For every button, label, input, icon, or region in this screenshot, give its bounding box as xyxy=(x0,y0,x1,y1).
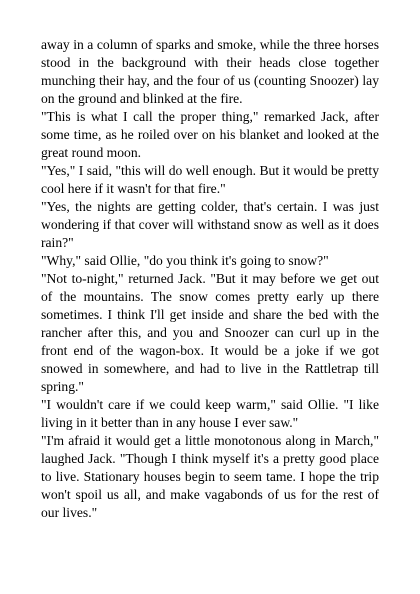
page-text xyxy=(41,36,379,522)
paragraph-7: "I wouldn't care if we could keep warm," said Ollie. "I like living in it better than in any house I ever saw." xyxy=(41,397,379,430)
paragraph-6: "Not to-night," returned Jack. "But it may before we get out of the mountains. The snow comes pretty early up there sometimes. I think I'll get inside and share the bed with the rancher after this, and you and Snoozer can curl up in the front end of the wagon-box. It would be a joke if we got snowed in somewhere, and had to live in the Rattletrap till spring." xyxy=(41,271,379,394)
paragraph-4: "Yes, the nights are getting colder, that's certain. I was just wondering if that cover will withstand snow as well as it does rain?" xyxy=(41,199,379,250)
paragraph-1: away in a column of sparks and smoke, while the three horses stood in the background with their heads close together munching their hay, and the four of us (counting Snoozer) lay on the ground and blinked at the fire. xyxy=(41,37,379,106)
paragraph-2: "This is what I call the proper thing," remarked Jack, after some time, as he roiled over on his blanket and looked at the great round moon. xyxy=(41,109,379,160)
paragraph-5: "Why," said Ollie, "do you think it's going to snow?" xyxy=(41,253,329,268)
paragraph-3: "Yes," I said, "this will do well enough. But it would be pretty cool here if it wasn't for that fire." xyxy=(41,163,379,196)
paragraph-8: "I'm afraid it would get a little monotonous along in March," laughed Jack. "Though I think myself it's a pretty good place to live. Stationary houses begin to seem tame. I hope the trip won't spoil us all, and make vagabonds of us for the rest of our lives." xyxy=(41,433,379,520)
